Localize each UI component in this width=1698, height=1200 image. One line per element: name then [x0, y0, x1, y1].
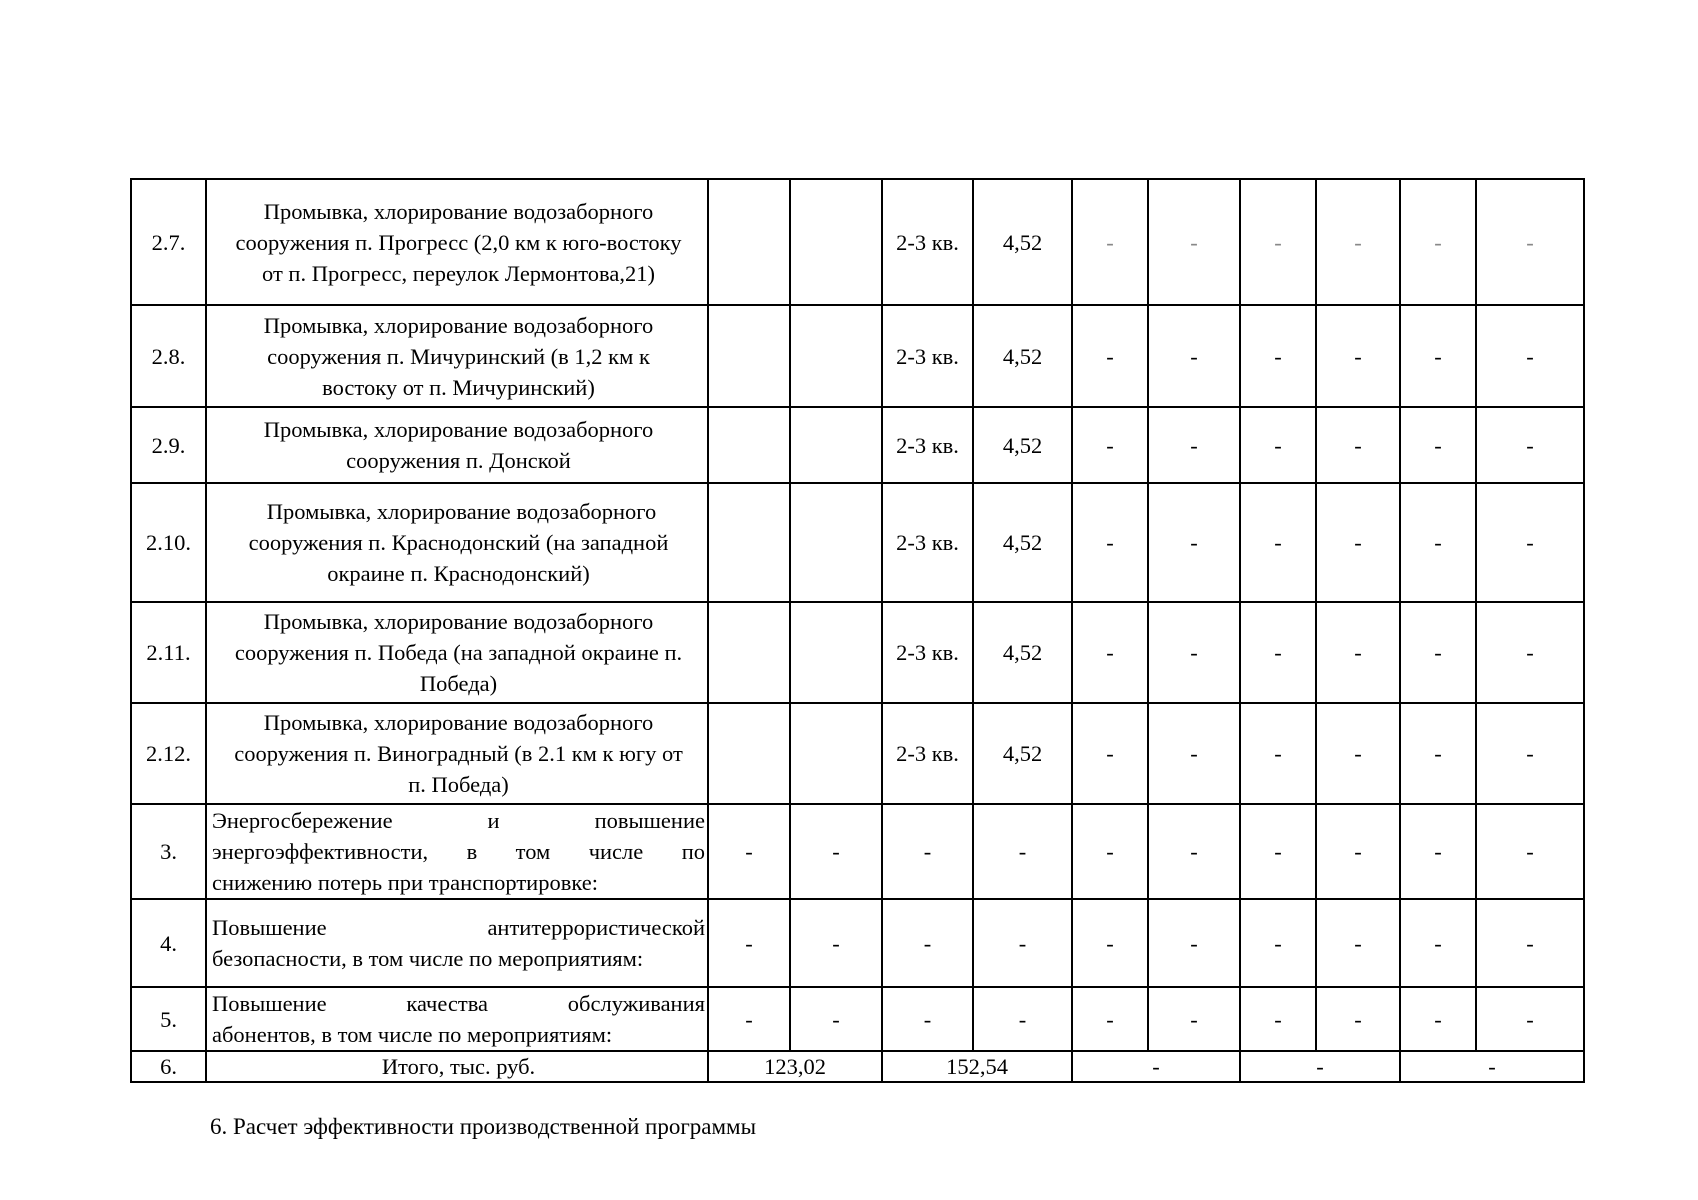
cell-dash: - [1072, 305, 1148, 407]
cell-c3: 2-3 кв. [882, 305, 973, 407]
description-line: энергоэффективности, в том числе по [212, 839, 705, 864]
total-value-3: - [1072, 1051, 1240, 1082]
cell-c1: - [708, 987, 790, 1051]
cell-dash: - [1476, 483, 1584, 602]
cell-dash: - [1148, 804, 1240, 899]
description-line: от п. Прогресс, переулок Лермонтова,21) [262, 260, 655, 286]
cell-dash: - [1316, 703, 1400, 804]
cell-c1 [708, 179, 790, 305]
row-number: 4. [131, 899, 206, 987]
table-row [131, 407, 1584, 483]
cell-dash: - [1476, 305, 1584, 407]
cell-c3: 2-3 кв. [882, 179, 973, 305]
cell-c4: - [973, 899, 1072, 987]
cell-dash: - [1400, 179, 1476, 305]
cell-dash: - [1148, 305, 1240, 407]
total-value-5: - [1400, 1051, 1584, 1082]
total-row [131, 1051, 1584, 1082]
cell-dash: - [1240, 987, 1316, 1051]
cell-dash: - [1072, 483, 1148, 602]
cell-c2 [790, 483, 882, 602]
description-line: Повышение антитеррористической [212, 915, 705, 940]
cell-c2: - [790, 899, 882, 987]
description-line: сооружения п. Виноградный (в 2.1 км к югу от [234, 741, 683, 766]
cell-c2 [790, 602, 882, 703]
cell-dash: - [1476, 179, 1584, 305]
cell-dash: - [1476, 602, 1584, 703]
total-value-4: - [1240, 1051, 1400, 1082]
cell-c4: 4,52 [973, 179, 1072, 305]
description-line: сооружения п. Победа (на западной окраине п. [234, 640, 683, 665]
cell-dash: - [1072, 179, 1148, 305]
row-description [206, 804, 708, 899]
total-value-2: 152,54 [882, 1051, 1072, 1082]
cell-dash: - [1400, 703, 1476, 804]
cell-c3: 2-3 кв. [882, 483, 973, 602]
table-row [131, 703, 1584, 804]
cell-dash: - [1316, 407, 1400, 483]
description-line: абонентов, в том числе по мероприятиям: [212, 1022, 613, 1047]
description-line: безопасности, в том числе по мероприятиям: [212, 946, 644, 971]
cell-dash: - [1240, 407, 1316, 483]
description-line: Энергосбережение и повышение [212, 808, 705, 833]
cell-dash: - [1240, 804, 1316, 899]
description-line: Повышение качества обслуживания [212, 991, 705, 1016]
cell-dash: - [1476, 987, 1584, 1051]
row-number: 2.11. [131, 602, 206, 703]
description-line: Промывка, хлорирование водозаборного [266, 499, 657, 524]
cell-c4: 4,52 [973, 483, 1072, 602]
row-description [206, 899, 708, 987]
cell-dash: - [1240, 179, 1316, 305]
cell-c3: - [882, 804, 973, 899]
cell-dash: - [1072, 804, 1148, 899]
description-line: окраине п. Краснодонский) [327, 561, 590, 586]
section-heading: 6. Расчет эффективности производственной программы [210, 1114, 757, 1139]
cell-dash: - [1476, 407, 1584, 483]
cell-c4: 4,52 [973, 602, 1072, 703]
row-number: 2.10. [131, 483, 206, 602]
cell-c4: 4,52 [973, 305, 1072, 407]
cell-c3: 2-3 кв. [882, 703, 973, 804]
cell-c1 [708, 602, 790, 703]
table-row [131, 483, 1584, 602]
cell-c1: - [708, 804, 790, 899]
cell-dash: - [1400, 483, 1476, 602]
description-line: сооружения п. Краснодонский (на западной [248, 530, 669, 555]
cell-dash: - [1316, 305, 1400, 407]
cell-c4: - [973, 804, 1072, 899]
row-number: 5. [131, 987, 206, 1051]
cell-c2 [790, 179, 882, 305]
cell-c3: - [882, 987, 973, 1051]
row-description [206, 987, 708, 1051]
row-description [206, 703, 708, 804]
cell-dash: - [1072, 987, 1148, 1051]
cell-c3: 2-3 кв. [882, 602, 973, 703]
cell-dash: - [1148, 407, 1240, 483]
table-row [131, 987, 1584, 1051]
cell-c2 [790, 305, 882, 407]
cell-dash: - [1240, 703, 1316, 804]
row-description [206, 483, 708, 602]
row-number: 2.7. [131, 179, 206, 305]
cell-dash: - [1400, 407, 1476, 483]
cell-dash: - [1476, 899, 1584, 987]
cell-dash: - [1148, 703, 1240, 804]
description-line: сооружения п. Донской [346, 448, 571, 473]
cell-dash: - [1148, 987, 1240, 1051]
cell-dash: - [1148, 602, 1240, 703]
cell-dash: - [1148, 899, 1240, 987]
cell-dash: - [1072, 407, 1148, 483]
table-row [131, 899, 1584, 987]
cell-dash: - [1316, 602, 1400, 703]
total-number: 6. [131, 1051, 206, 1082]
row-number: 3. [131, 804, 206, 899]
cell-dash: - [1400, 602, 1476, 703]
cell-dash: - [1240, 483, 1316, 602]
table-row [131, 179, 1584, 305]
description-line: Промывка, хлорирование водозаборного [263, 417, 654, 442]
cell-dash: - [1400, 987, 1476, 1051]
cell-dash: - [1316, 987, 1400, 1051]
cell-dash: - [1400, 305, 1476, 407]
cell-c1 [708, 483, 790, 602]
cell-dash: - [1148, 483, 1240, 602]
table-row [131, 305, 1584, 407]
cell-dash: - [1240, 602, 1316, 703]
description-line: востоку от п. Мичуринский) [322, 374, 595, 400]
cell-c3: 2-3 кв. [882, 407, 973, 483]
production-program-table [130, 178, 1585, 1083]
cell-c2: - [790, 987, 882, 1051]
row-description [206, 305, 708, 407]
cell-dash: - [1400, 899, 1476, 987]
row-description [206, 407, 708, 483]
cell-dash: - [1400, 804, 1476, 899]
cell-dash: - [1072, 703, 1148, 804]
description-line: сооружения п. Мичуринский (в 1,2 км к [267, 343, 650, 369]
cell-c4: - [973, 987, 1072, 1051]
cell-dash: - [1316, 179, 1400, 305]
cell-dash: - [1316, 899, 1400, 987]
cell-dash: - [1240, 899, 1316, 987]
cell-c1: - [708, 899, 790, 987]
description-line: Промывка, хлорирование водозаборного [263, 609, 654, 634]
cell-c4: 4,52 [973, 703, 1072, 804]
table-row [131, 804, 1584, 899]
cell-dash: - [1316, 804, 1400, 899]
description-line: снижению потерь при транспортировке: [212, 870, 598, 895]
description-line: сооружения п. Прогресс (2,0 км к юго-востоку [235, 229, 682, 255]
cell-dash: - [1148, 179, 1240, 305]
cell-dash: - [1240, 305, 1316, 407]
description-line: Победа) [419, 671, 498, 696]
cell-dash: - [1316, 483, 1400, 602]
cell-c1 [708, 407, 790, 483]
total-label: Итого, тыс. руб. [206, 1051, 708, 1082]
cell-c3: - [882, 899, 973, 987]
cell-c1 [708, 305, 790, 407]
description-line: Промывка, хлорирование водозаборного [263, 312, 654, 338]
cell-c2: - [790, 804, 882, 899]
table-body [131, 179, 1584, 1082]
row-description [206, 179, 708, 305]
row-number: 2.12. [131, 703, 206, 804]
cell-dash: - [1476, 804, 1584, 899]
description-line: п. Победа) [408, 772, 509, 797]
row-number: 2.9. [131, 407, 206, 483]
table-row [131, 602, 1584, 703]
cell-dash: - [1072, 899, 1148, 987]
description-line: Промывка, хлорирование водозаборного [263, 198, 654, 224]
row-description [206, 602, 708, 703]
cell-c2 [790, 407, 882, 483]
description-line: Промывка, хлорирование водозаборного [263, 710, 654, 735]
cell-dash: - [1072, 602, 1148, 703]
total-value-1: 123,02 [708, 1051, 882, 1082]
cell-c4: 4,52 [973, 407, 1072, 483]
cell-c1 [708, 703, 790, 804]
cell-c2 [790, 703, 882, 804]
cell-dash: - [1476, 703, 1584, 804]
row-number: 2.8. [131, 305, 206, 407]
